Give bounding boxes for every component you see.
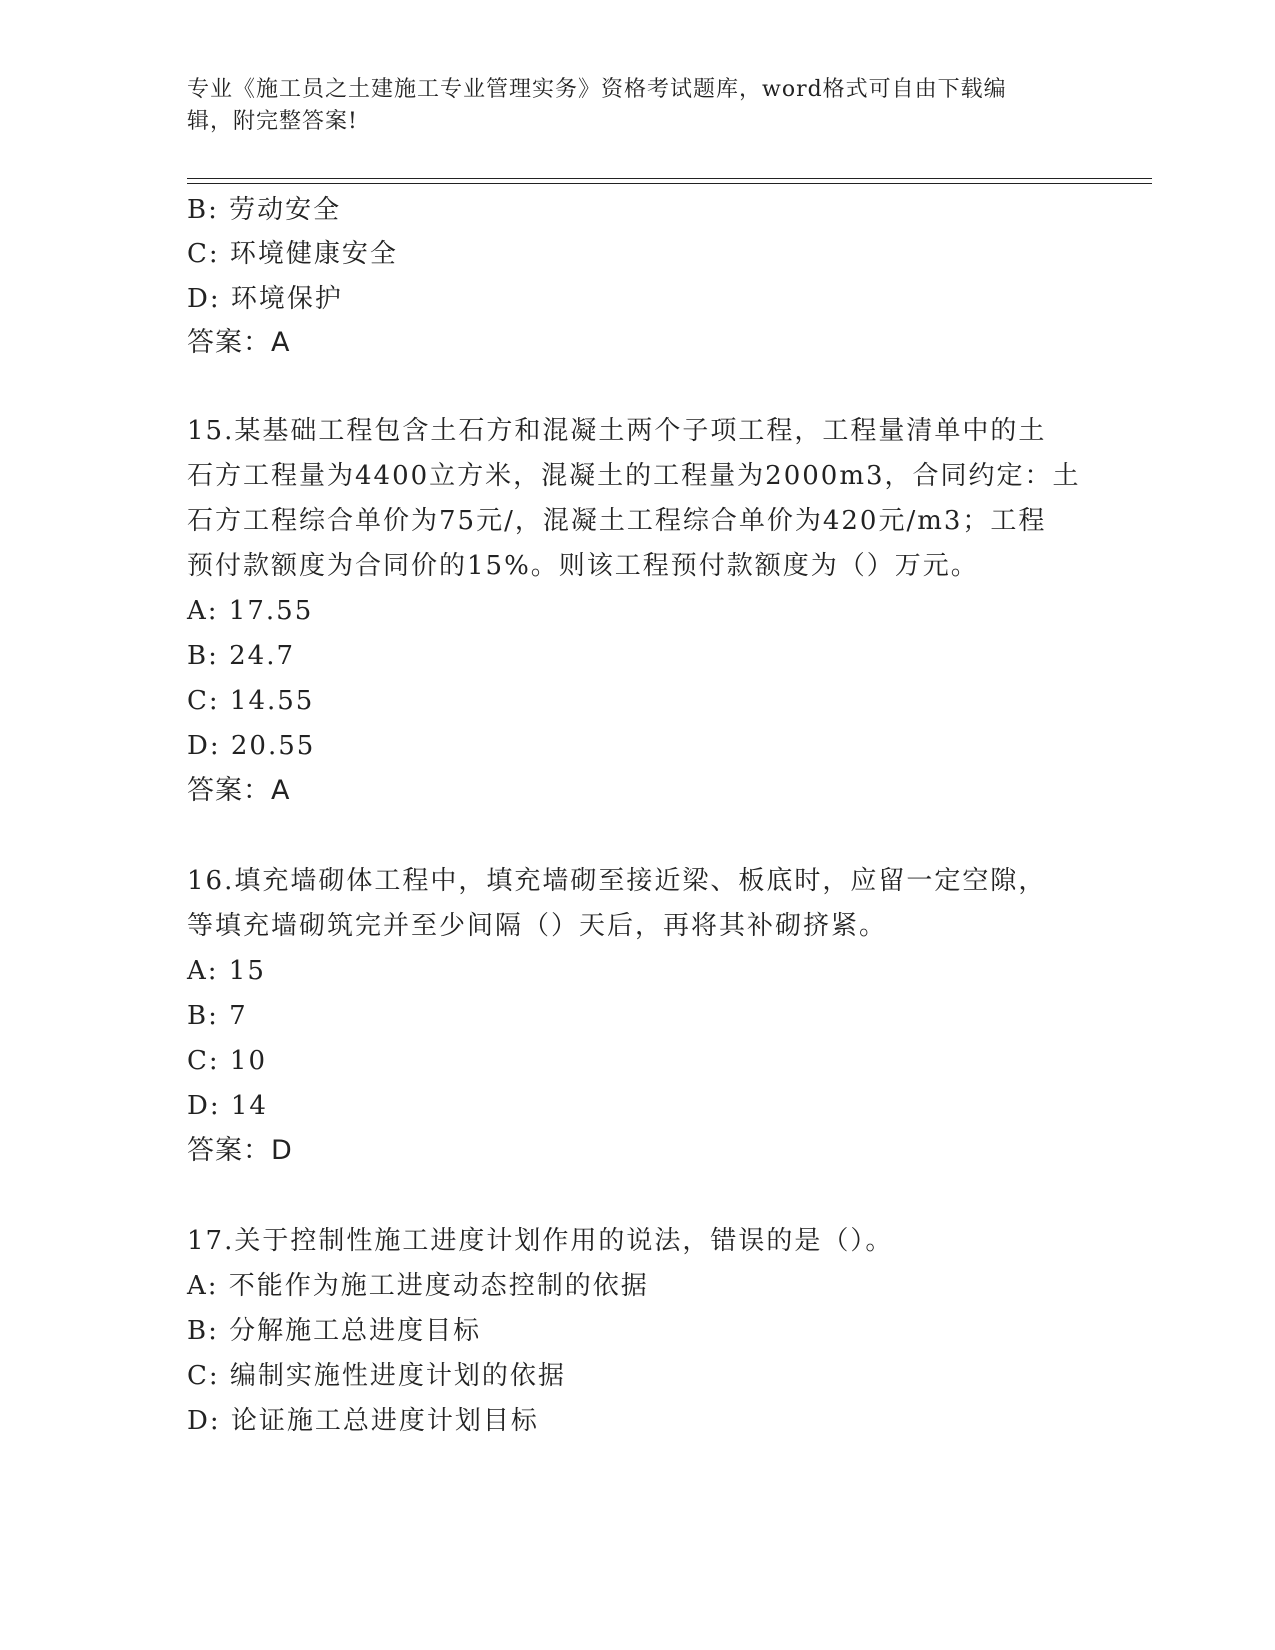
- header-divider-top: [187, 178, 1152, 179]
- q17-option-b: B: 分解施工总进度目标: [187, 1316, 482, 1346]
- q15-stem-line-1: 15.某基础工程包含土石方和混凝土两个子项工程，工程量清单中的土: [187, 416, 1047, 446]
- q16-option-d: D: 14: [187, 1091, 268, 1121]
- q14-option-c: C: 环境健康安全: [187, 239, 398, 269]
- q15-option-c: C: 14.55: [187, 686, 315, 716]
- q17-stem-line-1: 17.关于控制性施工进度计划作用的说法，错误的是（）。: [187, 1226, 894, 1256]
- q15-option-b: B: 24.7: [187, 641, 296, 671]
- q15-answer: 答案：A: [187, 775, 291, 806]
- header-divider-bottom: [187, 183, 1152, 184]
- q17-option-a: A: 不能作为施工进度动态控制的依据: [187, 1271, 649, 1301]
- header-line-1: 专业《施工员之土建施工专业管理实务》资格考试题库，word格式可自由下载编: [187, 77, 1007, 102]
- q17-option-c: C: 编制实施性进度计划的依据: [187, 1361, 566, 1391]
- q15-stem-line-4: 预付款额度为合同价的15%。则该工程预付款额度为（）万元。: [187, 551, 979, 581]
- q15-option-d: D: 20.55: [187, 731, 316, 761]
- q15-stem-line-3: 石方工程综合单价为75元/，混凝土工程综合单价为420元/m3；工程: [187, 506, 1047, 536]
- q15-stem-line-2: 石方工程量为4400立方米，混凝土的工程量为2000m3，合同约定：土: [187, 461, 1081, 491]
- q16-option-a: A: 15: [187, 956, 266, 986]
- q15-option-a: A: 17.55: [187, 596, 314, 626]
- header-line-2: 辑，附完整答案!: [187, 109, 358, 134]
- q14-answer: 答案：A: [187, 327, 291, 358]
- q16-option-c: C: 10: [187, 1046, 268, 1076]
- q16-option-b: B: 7: [187, 1001, 248, 1031]
- q17-option-d: D: 论证施工总进度计划目标: [187, 1406, 539, 1436]
- q16-stem-line-1: 16.填充墙砌体工程中，填充墙砌至接近梁、板底时，应留一定空隙，: [187, 866, 1047, 896]
- q14-option-b: B: 劳动安全: [187, 195, 342, 225]
- q16-stem-line-2: 等填充墙砌筑完并至少间隔（）天后，再将其补砌挤紧。: [187, 911, 888, 941]
- document-header: [187, 74, 1077, 138]
- q14-option-d: D: 环境保护: [187, 284, 343, 314]
- q16-answer: 答案：D: [187, 1135, 293, 1166]
